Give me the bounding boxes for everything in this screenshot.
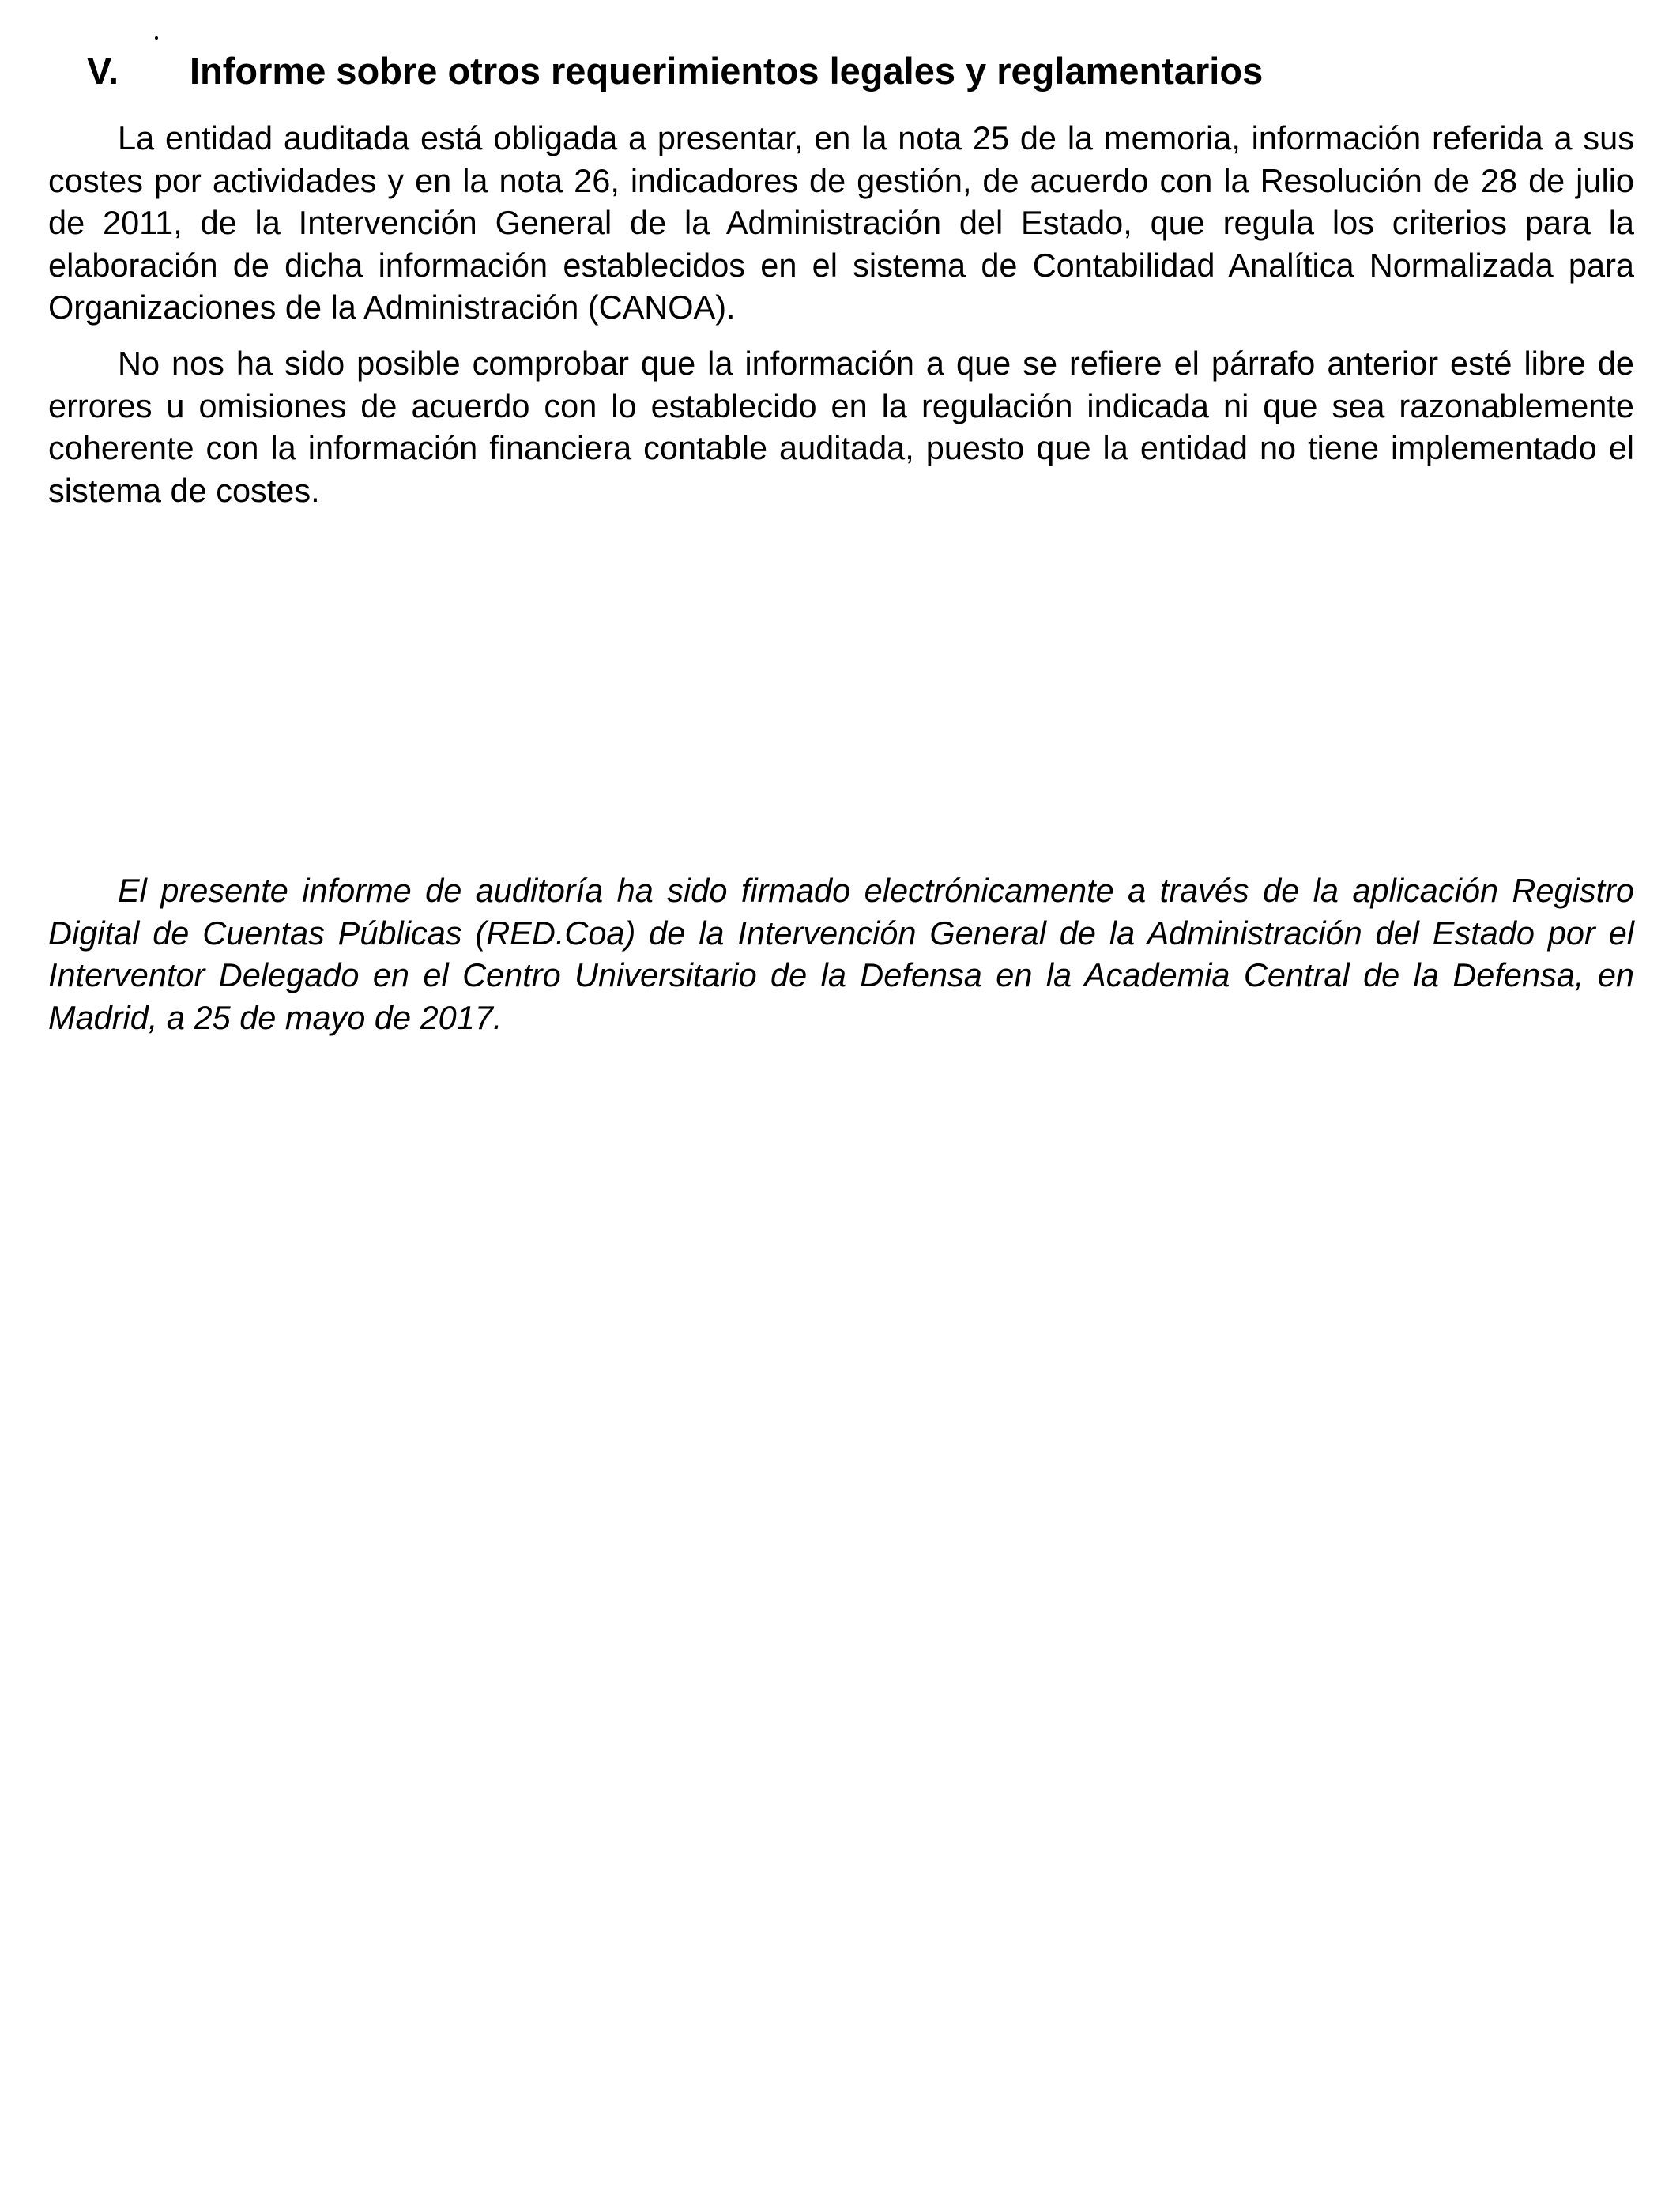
stray-mark	[155, 36, 158, 40]
paragraph-costes-actividades: La entidad auditada está obligada a presentar, en la nota 25 de la memoria, información referida a sus costes por actividades y en la nota 26, indicadores de gestión, de acuerdo con la Resolución de 28 de julio de 2011, de la Intervención General de la Administración del Estado, que regula los criterios para la elaboración de dicha información establecidos en el sistema de Contabilidad Analítica Normalizada para Organizaciones de la Administración (CANOA).	[48, 119, 1634, 326]
section-title: Informe sobre otros requerimientos legales y reglamentarios	[190, 50, 1264, 92]
section-number: V.	[87, 50, 119, 92]
paragraph-comprobacion: No nos ha sido posible comprobar que la información a que se refiere el párrafo anterior esté libre de errores u omisiones de acuerdo con lo establecido en la regulación indicada ni que sea razonablemente coherente con la información financiera contable auditada, puesto que la entidad no tiene implementado el sistema de costes.	[48, 345, 1634, 509]
section-heading	[87, 46, 1636, 96]
signature-note: El presente informe de auditoría ha sido firmado electrónicamente a través de la aplicación Registro Digital de Cuentas Públicas (RED.Coa) de la Intervención General de la Administración del Estado por el Interventor Delegado en el Centro Universitario de la Defensa en la Academia Central de la Defensa, en Madrid, a 25 de mayo de 2017.	[48, 872, 1634, 1036]
